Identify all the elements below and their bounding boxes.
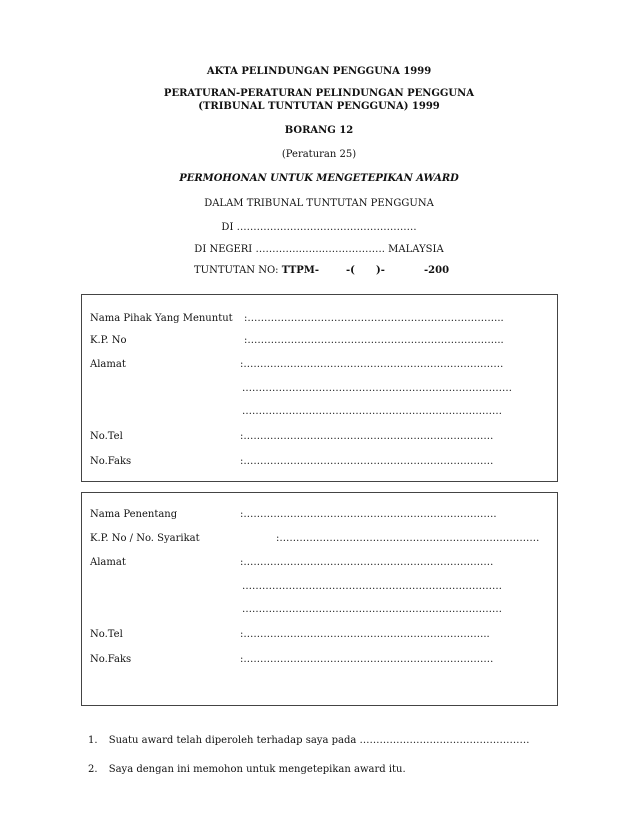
tribunal-heading: DALAM TRIBUNAL TUNTUTAN PENGGUNA (204, 198, 434, 209)
claimant-tel-label: No.Tel (90, 431, 123, 442)
respondent-address-field-3[interactable]: …………………………………………………………………… (242, 604, 502, 615)
claimant-fax-label: No.Faks (90, 456, 132, 467)
respondent-ic-field[interactable]: :…………………………………………………………………… (276, 533, 540, 544)
respondent-tel-label: No.Tel (90, 629, 123, 640)
claimant-address-field-2[interactable]: ……………………………………………………………………… (242, 383, 512, 394)
form-subject: PERMOHONAN UNTUK MENGETEPIKAN AWARD (179, 173, 459, 184)
form-number: BORANG 12 (284, 125, 354, 136)
claim-number-label: TUNTUTAN NO: (194, 265, 279, 276)
respondent-address-field-2[interactable]: …………………………………………………………………… (242, 581, 502, 592)
claimant-section (81, 294, 558, 482)
claimant-fax-field[interactable]: :………………………………………………………………… (240, 456, 494, 467)
statement-1 (88, 735, 530, 746)
claimant-address-field-1[interactable]: :…………………………………………………………………… (240, 359, 504, 370)
claimant-name-field[interactable]: :………………………………………………………………….. (244, 313, 504, 324)
claimant-address-field-3[interactable]: …………………………………………………………………… (242, 406, 502, 417)
regulations-title-line1: PERATURAN-PERATURAN PELINDUNGAN PENGGUNA (163, 88, 475, 99)
respondent-ic-label: K.P. No / No. Syarikat (90, 533, 200, 544)
respondent-tel-field[interactable]: :……………………………………………………………….. (240, 629, 490, 640)
claim-number-close: )- (376, 265, 385, 276)
claimant-address-label: Alamat (90, 359, 126, 370)
claim-number-line (194, 265, 450, 276)
regulation-reference: (Peraturan 25) (281, 149, 357, 160)
claimant-ic-field[interactable]: :………………………………………………………………….. (244, 335, 504, 346)
claimant-name-label: Nama Pihak Yang Menuntut (90, 313, 233, 324)
statement-1-text: Suatu award telah diperoleh terhadap saya pada …………………………………………… (108, 735, 530, 746)
claim-number-year: -200 (424, 265, 450, 276)
respondent-name-field[interactable]: :…………………………………………………………………. (240, 509, 497, 520)
location-line: DI ……………………………………………… (221, 222, 417, 233)
statement-1-number: 1. (88, 735, 98, 746)
respondent-address-field-1[interactable]: :………………………………………………………………… (240, 557, 494, 568)
respondent-fax-field[interactable]: :………………………………………………………………… (240, 654, 494, 665)
respondent-fax-label: No.Faks (90, 654, 132, 665)
statement-2 (88, 764, 406, 775)
regulations-title-line2: (TRIBUNAL TUNTUTAN PENGGUNA) 1999 (198, 101, 440, 112)
respondent-name-label: Nama Penentang (90, 509, 178, 520)
claimant-ic-label: K.P. No (90, 335, 127, 346)
claim-number-open: -( (346, 265, 355, 276)
respondent-section (81, 492, 558, 706)
respondent-address-label: Alamat (90, 557, 126, 568)
act-title: AKTA PELINDUNGAN PENGGUNA 1999 (206, 66, 432, 77)
state-line: DI NEGERI ………….…….………………. MALAYSIA (194, 244, 444, 255)
claimant-tel-field[interactable]: :………………………………………………………………… (240, 431, 494, 442)
statement-2-number: 2. (88, 764, 98, 775)
statement-2-text: Saya dengan ini memohon untuk mengetepikan award itu. (108, 764, 406, 775)
claim-number-prefix: TTPM- (281, 265, 319, 276)
